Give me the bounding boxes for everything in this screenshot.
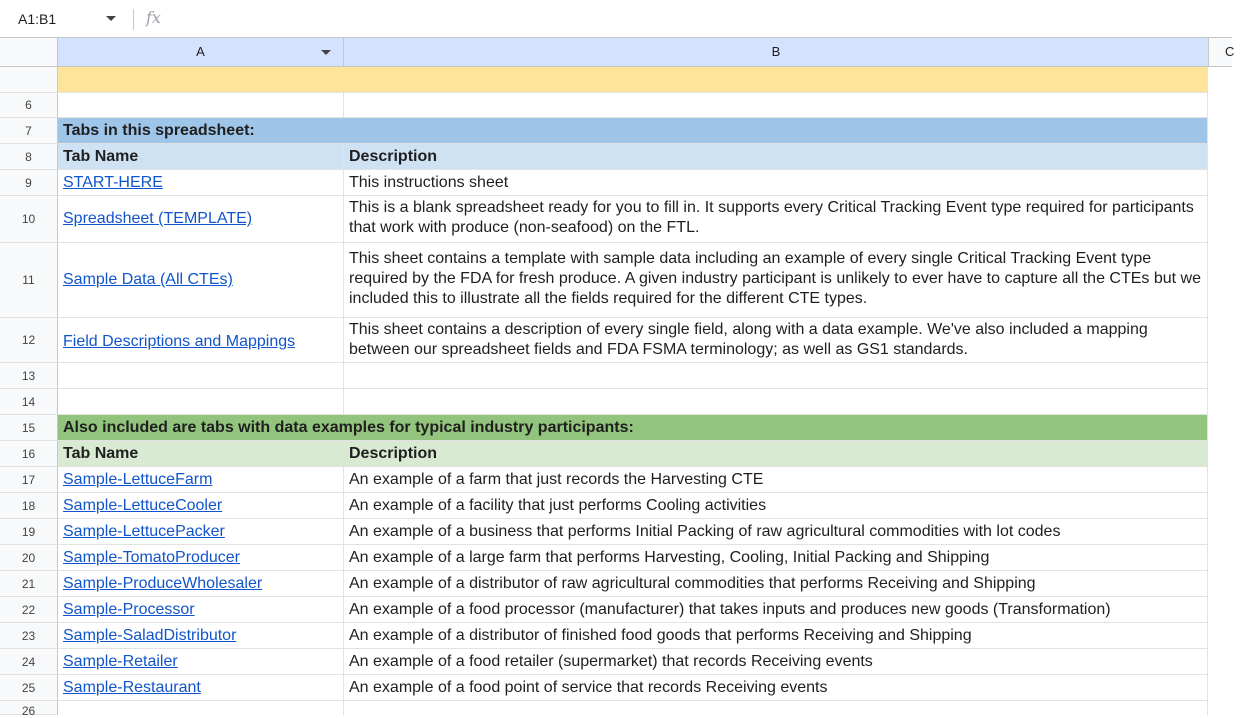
column-headers <box>0 38 1235 67</box>
tab-link-lettuce-packer[interactable]: Sample-LettucePacker <box>63 522 225 540</box>
table-row-description[interactable] <box>344 623 1208 649</box>
row-header-12[interactable] <box>0 318 58 363</box>
row-header-20[interactable] <box>0 545 58 571</box>
table-row-description[interactable] <box>344 675 1208 701</box>
select-all-corner[interactable] <box>0 38 58 66</box>
column-header-a[interactable] <box>58 38 344 66</box>
tab-link-start-here[interactable]: START-HERE <box>63 173 163 191</box>
row-header-frozen[interactable] <box>0 67 58 93</box>
row-number: 19 <box>21 524 36 539</box>
table-row[interactable] <box>58 545 344 571</box>
table-row-description[interactable] <box>344 170 1208 196</box>
row-number: 24 <box>21 654 36 669</box>
description-text: An example of a facility that just performs Cooling activities <box>349 496 767 514</box>
cell-a26[interactable] <box>58 701 344 715</box>
table-row-description[interactable] <box>344 318 1208 363</box>
column-menu-dropdown-icon[interactable] <box>321 50 331 55</box>
section1-header-tab-name[interactable] <box>58 144 344 170</box>
row-number: 6 <box>25 98 32 112</box>
row-number: 20 <box>21 550 36 565</box>
table-row-description[interactable] <box>344 597 1208 623</box>
tab-link-processor[interactable]: Sample-Processor <box>63 600 195 618</box>
section1-title-cell[interactable] <box>58 118 1208 144</box>
cell-b14[interactable] <box>344 389 1208 415</box>
row-number: 15 <box>21 420 36 435</box>
row-number: 22 <box>21 602 36 617</box>
description-text: An example of a distributor of finished food goods that performs Receiving and Shipping <box>349 626 972 644</box>
fx-icon: fx <box>146 8 161 27</box>
table-row[interactable] <box>58 649 344 675</box>
section2-title: Also included are tabs with data examples for typical industry participants: <box>63 418 634 436</box>
row-number: 21 <box>21 576 36 591</box>
cell-b26[interactable] <box>344 701 1208 715</box>
row-header-23[interactable] <box>0 623 58 649</box>
row-number: 26 <box>21 704 36 718</box>
section2-header-tab-name[interactable] <box>58 441 344 467</box>
column-header-c[interactable] <box>1209 38 1249 66</box>
formula-bar <box>0 0 1232 38</box>
table-row[interactable] <box>58 597 344 623</box>
section2-title-cell[interactable] <box>58 415 1208 441</box>
row-header-10[interactable] <box>0 196 58 243</box>
table-row[interactable] <box>58 196 344 243</box>
column-label-b: B <box>771 44 781 59</box>
tab-link-sample-data[interactable]: Sample Data (All CTEs) <box>63 271 233 288</box>
section1-title: Tabs in this spreadsheet: <box>63 121 255 139</box>
table-row[interactable] <box>58 243 344 318</box>
row-header-11[interactable] <box>0 243 58 318</box>
row-header-16[interactable] <box>0 441 58 467</box>
column-label-a: A <box>196 44 205 59</box>
row-header-17[interactable] <box>0 467 58 493</box>
table-row-description[interactable] <box>344 571 1208 597</box>
description-text: An example of a farm that just records the Harvesting CTE <box>349 470 764 488</box>
description-text: This sheet contains a template with sample data including an example of every single Critical Tracking Event type required by the FDA for fresh produce. A given industry participant is unlikely to ever have to capture all the CTEs but we included this to illustrate all the fields required for the different CTE types. <box>349 250 1201 307</box>
table-row-description[interactable] <box>344 519 1208 545</box>
column-label-c: C <box>1225 44 1235 59</box>
table-row[interactable] <box>58 623 344 649</box>
header-label: Description <box>349 444 438 462</box>
tab-link-lettuce-farm[interactable]: Sample-LettuceFarm <box>63 470 213 488</box>
description-text: An example of a distributor of raw agricultural commodities that performs Receiving and Shipping <box>349 574 1036 592</box>
header-label: Description <box>349 147 438 165</box>
row-number: 8 <box>25 149 32 164</box>
name-box[interactable] <box>0 0 126 38</box>
row-number: 11 <box>22 273 35 287</box>
cell-a6[interactable] <box>58 93 344 118</box>
description-text: An example of a large farm that performs Harvesting, Cooling, Initial Packing and Shipping <box>349 548 990 566</box>
row-number: 7 <box>25 123 32 138</box>
tab-link-retailer[interactable]: Sample-Retailer <box>63 652 178 670</box>
tab-link-lettuce-cooler[interactable]: Sample-LettuceCooler <box>63 496 223 514</box>
description-text: This instructions sheet <box>349 173 509 191</box>
cell-b6[interactable] <box>344 93 1208 118</box>
row-number: 23 <box>21 628 36 643</box>
row-number: 17 <box>21 472 36 487</box>
section2-header-description[interactable] <box>344 441 1208 467</box>
table-row-description[interactable] <box>344 467 1208 493</box>
section1-header-description[interactable] <box>344 144 1208 170</box>
row-header-6[interactable] <box>0 93 58 118</box>
row-header-14[interactable] <box>0 389 58 415</box>
row-header-9[interactable] <box>0 170 58 196</box>
tab-link-spreadsheet-template[interactable]: Spreadsheet (TEMPLATE) <box>63 210 253 227</box>
divider <box>133 9 134 30</box>
table-row-description[interactable] <box>344 196 1208 243</box>
table-row[interactable] <box>58 318 344 363</box>
cell-a13[interactable] <box>58 363 344 389</box>
table-row[interactable] <box>58 493 344 519</box>
description-text: This is a blank spreadsheet ready for you to fill in. It supports every Critical Tracking Event type required for participants that work with produce (non-seafood) on the FTL. <box>349 199 1194 236</box>
row-number: 10 <box>21 212 36 226</box>
table-row-description[interactable] <box>344 493 1208 519</box>
description-text: An example of a food processor (manufacturer) that takes inputs and produces new goods (Transformation) <box>349 600 1111 618</box>
header-label: Tab Name <box>63 147 139 165</box>
tab-link-restaurant[interactable]: Sample-Restaurant <box>63 678 201 696</box>
column-header-b[interactable] <box>344 38 1209 66</box>
row-number: 16 <box>21 446 36 461</box>
description-text: An example of a food retailer (supermarket) that records Receiving events <box>349 652 873 670</box>
yellow-band-cell[interactable] <box>58 67 1208 93</box>
row-header-22[interactable] <box>0 597 58 623</box>
row-header-25[interactable] <box>0 675 58 701</box>
tab-link-tomato-producer[interactable]: Sample-TomatoProducer <box>63 548 240 566</box>
row-number: 9 <box>25 175 32 190</box>
row-header-8[interactable] <box>0 144 58 170</box>
table-row-description[interactable] <box>344 545 1208 571</box>
name-box-value: A1:B1 <box>18 11 57 27</box>
description-text: An example of a food point of service that records Receiving events <box>349 678 828 696</box>
row-number: 12 <box>21 333 36 347</box>
tab-link-field-descriptions[interactable]: Field Descriptions and Mappings <box>63 333 296 350</box>
cell-b13[interactable] <box>344 363 1208 389</box>
table-row-description[interactable] <box>344 243 1208 318</box>
row-header-24[interactable] <box>0 649 58 675</box>
row-header-21[interactable] <box>0 571 58 597</box>
row-header-18[interactable] <box>0 493 58 519</box>
table-row[interactable] <box>58 170 344 196</box>
row-number: 25 <box>21 680 36 695</box>
row-header-13[interactable] <box>0 363 58 389</box>
row-number: 13 <box>21 368 36 383</box>
description-text: An example of a business that performs Initial Packing of raw agricultural commodities with lot codes <box>349 522 1061 540</box>
row-header-19[interactable] <box>0 519 58 545</box>
table-row[interactable] <box>58 467 344 493</box>
table-row[interactable] <box>58 675 344 701</box>
table-row[interactable] <box>58 519 344 545</box>
description-text: This sheet contains a description of every single field, along with a data example. We've also included a mapping between our spreadsheet fields and FDA FSMA terminology; as well as GS1 standards. <box>349 321 1148 358</box>
table-row[interactable] <box>58 571 344 597</box>
row-header-26[interactable] <box>0 701 58 718</box>
cell-a14[interactable] <box>58 389 344 415</box>
row-number: 14 <box>21 394 36 409</box>
tab-link-salad-distributor[interactable]: Sample-SaladDistributor <box>63 626 237 644</box>
name-box-dropdown-icon[interactable] <box>106 16 116 21</box>
header-label: Tab Name <box>63 444 139 462</box>
tab-link-produce-wholesaler[interactable]: Sample-ProduceWholesaler <box>63 574 263 592</box>
table-row-description[interactable] <box>344 649 1208 675</box>
row-header-7[interactable] <box>0 118 58 144</box>
row-header-15[interactable] <box>0 415 58 441</box>
row-number: 18 <box>21 498 36 513</box>
